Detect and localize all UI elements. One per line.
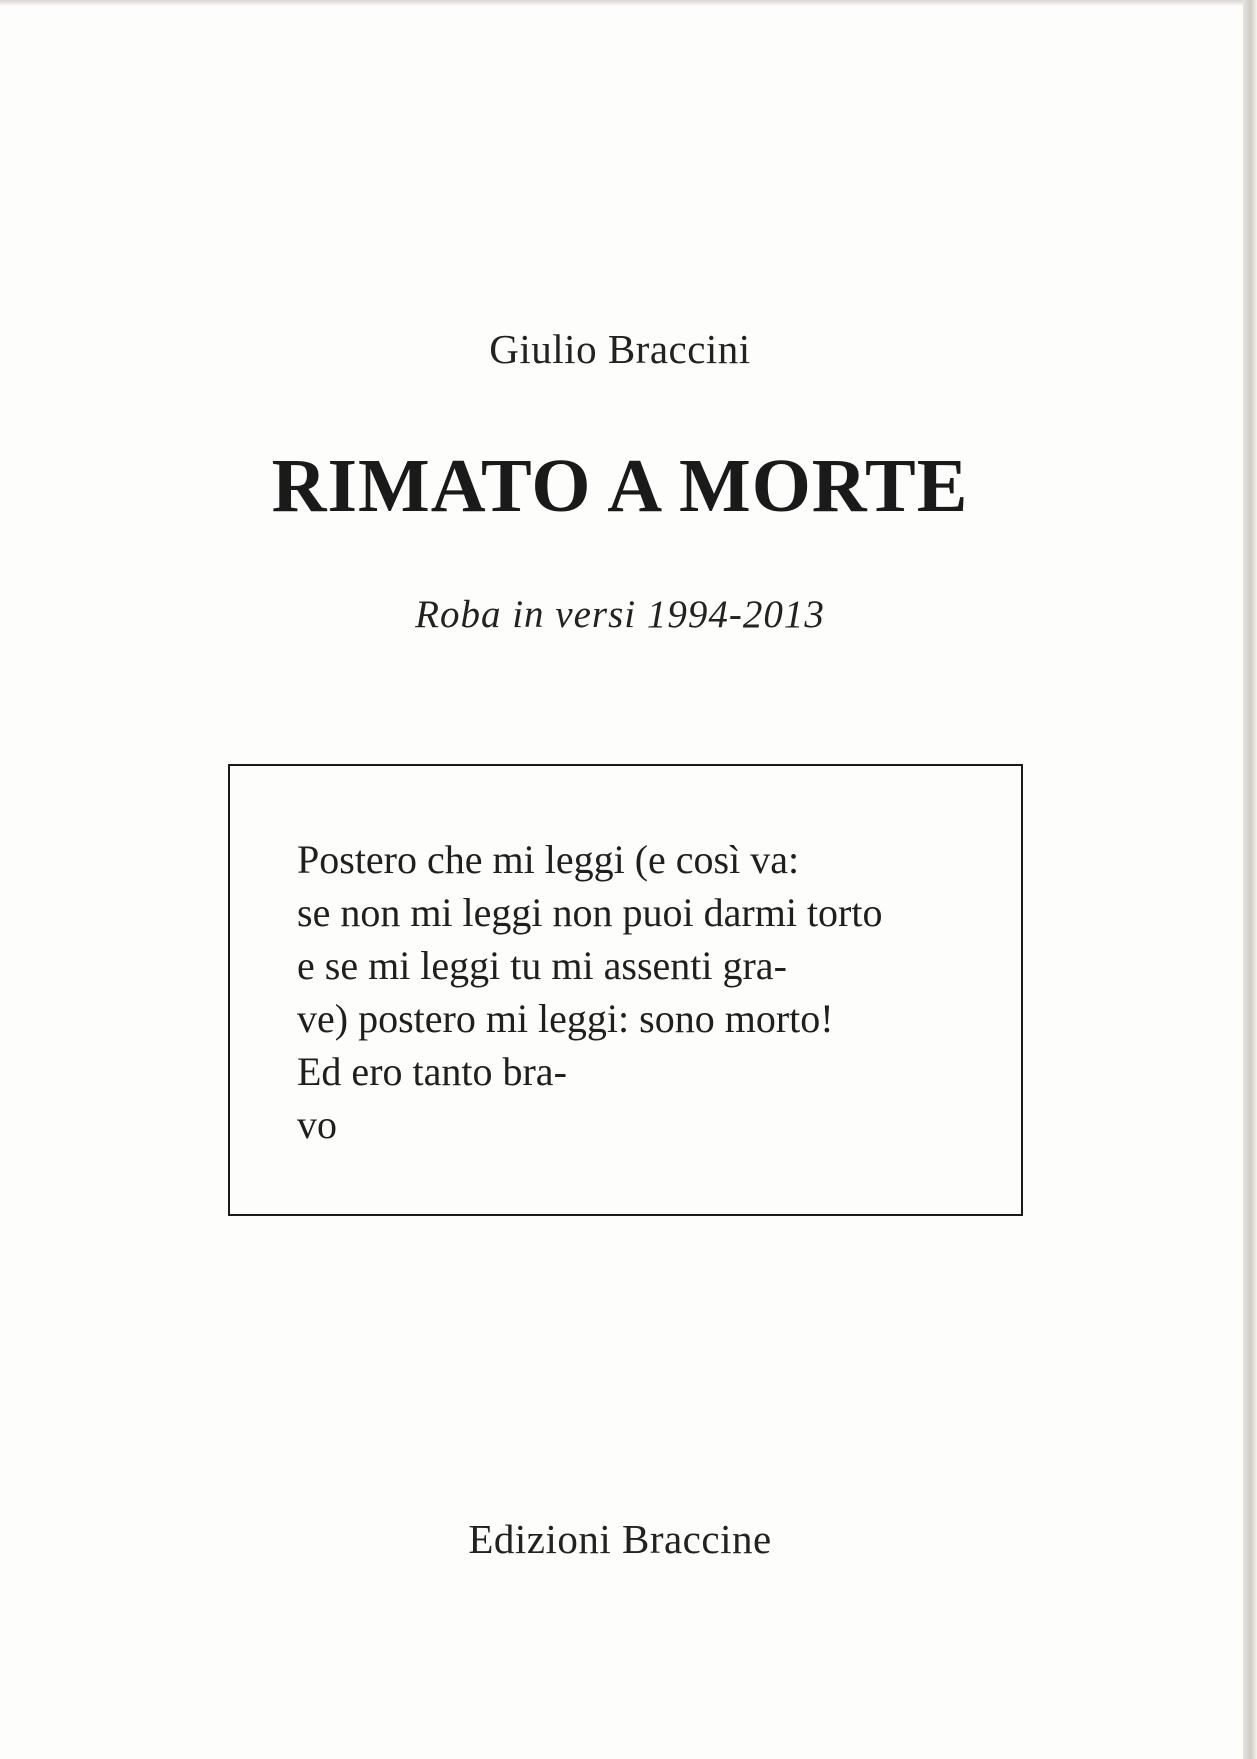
author-name: Giulio Braccini: [489, 326, 751, 372]
publisher-name: Edizioni Braccine: [468, 1516, 772, 1562]
book-spine-edge: [1243, 0, 1257, 1759]
epigraph-line: ve) postero mi leggi: sono morto!: [297, 996, 834, 1041]
epigraph-line: se non mi leggi non puoi darmi torto: [297, 890, 883, 935]
scan-edge-top: [0, 0, 1257, 6]
book-title: RIMATO A MORTE: [271, 444, 969, 528]
epigraph: [297, 833, 1017, 1151]
book-subtitle: Roba in versi 1994-2013: [415, 593, 825, 636]
epigraph-line: vo: [297, 1102, 337, 1147]
epigraph-line: e se mi leggi tu mi assenti gra-: [297, 943, 787, 988]
epigraph-line: Postero che mi leggi (e così va:: [297, 837, 800, 882]
epigraph-line: Ed ero tanto bra-: [297, 1049, 567, 1094]
